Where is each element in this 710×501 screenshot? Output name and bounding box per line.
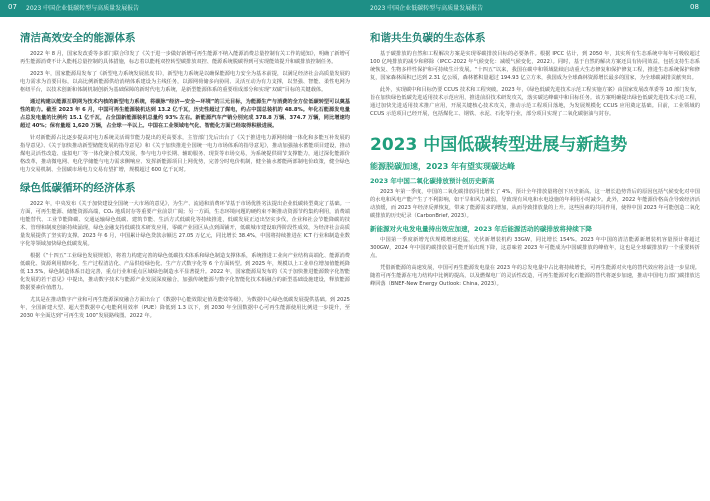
section-title-economic-system: 绿色低碳循环的经济体系: [20, 182, 136, 194]
paragraph: 中国第一季度新增光伏规模增速迅猛，光伏新增装机约 33GW，同比增长 154%。2023 年中国的清洁能源新增装机容量预计将超过 300GW，2024 年中国的碳排放量可能开始出现下降，这意味着 2023 年可能成为中国碳排放的峰值年，这也是全球碳排放的一个重要转折点。: [370, 237, 700, 259]
left-page-number: 07: [8, 3, 17, 11]
paragraph: 2023 年，国家能源局发布了《新型电力系统发展蓝皮书》，新型电力系统是以确保能源电力安全为基本前提，以满足经济社会高质量发展的电力需求为首要目标，以高比例新能源供给消纳体系建设为主线任务，以源网荷储多向协同、灵活互动为有力支撑，以坚强、智能、柔性电网为枢纽平台，以技术创新和体制机制创新为基础保障的新时代电力系统，是新型能源体系的重要组成部分和实现“双碳”目标的关键载体。: [20, 71, 350, 93]
paragraph: 针对新能源占比逐步提高对电力系统灵活调节能力提出的更高要求，主管部门先后出台了《关于推进电力源网荷储一体化和多能互补发展的指导意见》、《关于加快推动新型储能发展的指导意见》和《关于加快推进全国统一电力市场体系的指导意见》，推动加强抽水蓄能项目建设，推动煤电灵活性改造、虚拟电厂等一体化聚合模式发展，参与电力中长期、辅助服务、现货等市场交易，为系统提供调节支撑能力，通过深化能源价格改革，推动微电网、电化学储能与电力需求侧响应、发挥新能源项目上网优势，完善分时电价机制，健全抽水蓄能两部制电价政策，健全绿色电力交易机制、全国碳市场电力交易有望扩增，规模超过 600 亿千瓦时。: [20, 135, 350, 173]
paragraph: 2022 年，中央发布《关于加快建设全国统一大市场的意见》，为生产、流通和消费环节基于市场优胜劣汰提出企业低碳转型奠定了基础。一方面，可再生能源、储能资源高端，CO₂ 地质封存等重要产业前景广阔；另一方面，生态环境问题的硬约束不断推动资源节约集约利用，消费端电能替代、工业节能降碳、交通运输绿色低碳、建筑节能、生活方式低碳化等持续推进，低碳发展正迈出坚实步伐，企业和社会节能降碳的技术、管理和制度创新持续涌现，绿色金融支持低碳技术研发应用，零碳产业园区从点到面铺开，低碳城市建设取得阶段性成效，为经济社会高质量发展提供了坚实的支撑。2023 年 6 月，中国累计绿色贷款余额达 27.05 万亿元，同比增长 38.4%，中国将持续推进在 ICT 行业和制造业数字化等领域加快绿色低碳发展。: [20, 201, 350, 247]
paragraph: 尤其是在推动数字产业和可再生能源深度融合方面出台了《数据中心能效限定值及能效等级》，为数据中心绿色低碳发展提供基础。到 2025 年，全国新建大型、超大型数据中心电能利用效率（PUE）降低到 1.3 以下，到 2030 年全国数据中心可再生能源使用比例进一步提升，至 2030 年全面达到“可再生发 100”发展路线图。2022 年。: [20, 297, 350, 319]
sub-subsection-title: 新能源对火电发电量持出效应加速，2023 年后能源活动的碳排放将持续下降: [370, 225, 592, 233]
header-bar: [0, 0, 710, 17]
paragraph: 2023 年第一季度，中国的二氧化碳排放同比增长了 4%，预计全年排放量将创下历史新高。这一增长趋势背后的原因包括气候变化对中国的水电和风电产能产生了不利影响，如干旱和风力减弱，导致现有风电和水电设施的年利用小时减少。此外，2022 年能源价格高企导致经济活动放缓，而 2023 年经济反弹恢复，带来了能源需求的增加，从而导致排放量的上升。这些因素的共同作用，使得中国 2023 年可能创造二氧化碳排放的历史纪录（CarbonBrief, 2023）。: [370, 189, 700, 219]
right-page-number: 08: [690, 3, 699, 11]
paragraph: 基于碳排放的自然和工程解决方案是实现零碳排放目标的必要条件。根据 IPCC 估计，到 2050 年，其实所有生态系统中每年可吸收超过 100 亿吨排放的减少和移除（IPCC-2022 年气候变化：减缓气候变化，2022）。同时，基于自然的解决方案还具有协同效益，包括支持生态系统恢复、生物多样性保护和可持续生计发展。“十四五”以来，我国在碳中和领域陆续启动重大生态修复和保护修复工程，推进生态系统保护和修复，国家森林面积已达到 2.31 亿公顷，森林蓄积量超过 194.93 亿立方米，我国成为全球森林资源增长最多的国家，为全球碳减排贡献突出。: [370, 51, 700, 81]
paragraph: 此外，实现碳中和目标仍要 CCUS 技术和工程突破。2023 年，《绿色低碳先进技术示范工程实施方案》由国家发展改革委等 10 部门发布，旨在加快绿色低碳先进适用技术示范应用，推进前沿技术研发攻关，落实碳达峰碳中和目标任务。该方案明确提出绿色低碳先进技术示范工程，通过加快先进适用技术推广应用，开展关键核心技术攻关，推动示范工程项目落地，为发展规模化 CCUS 应用奠定基础。目前，工业领域的 CCUS 示范项目已经开展，包括煤化工、钢铁、水泥、石化等行业，部分项目实现了二氧化碳驱油与封存。: [370, 87, 700, 117]
right-running-title: 2023 中国企业低碳转型与高质量发展报告: [370, 5, 484, 12]
sub-subsection-title: 2023 年中国二氧化碳排放预计创历史新高: [370, 177, 495, 185]
paragraph: 凭借新能源的高速发展，中国可再生能源发电量在 2023 年的总发电量中占比将持续增长，可再生能源对火电的替代效应将会进一步显现。随着可再生能源在电力结构中比例的提高，以及燃煤电厂的灵活性改造，可再生能源对化石能源的替代将逐步加速，推动中国电力部门碳排放达峰回落（BNEF-New Energy Outlook: China, 2023）。: [370, 265, 700, 287]
section-title-energy-system: 清洁高效安全的能源体系: [20, 32, 136, 44]
paragraph: 根据《“十四五”工业绿色发展规划》，将着力构建完善的绿色低碳技术体系和绿色制造支撑体系，系统推进工业向产业结构高端化、能源消费低碳化、资源利用循环化、生产过程清洁化、产品供给绿色化、生产方式数字化等 6 个方面转型。到 2025 年，规模以上工业单位增加值能耗降低 13.5%，绿色制造体系日趋完善，重点行业和重点区域绿色制造水平显著提升。2022 年，国家能源局发布的《关于加快推进能源数字化智能化发展的若干意见》中提出，推动数字技术与能源产业发展深度融合，加强传统能源与数字化智能化技术相融合的新型基础设施建设，释放能源数据要素价值潜力。: [20, 253, 350, 291]
subsection-title: 能源脱碳加速，2023 年有望实现碳达峰: [370, 162, 516, 171]
chapter-title: 2023 中国低碳转型进展与新趋势: [370, 135, 628, 155]
section-title-ecosystem: 和谐共生负碳的生态体系: [370, 32, 486, 44]
left-column: [20, 30, 350, 324]
paragraph: 2022 年 8 月，国家发改委等多部门联合印发了《关于进一步做好新增可再生能源不纳入能源消费总量控制有关工作的通知》，明确了新增可再生能源消费不计入能耗总量控制的具体措施，标志着以能耗双控转型碳排放双控、能源系统脱碳得到可实现能效提升和碳排放控制任务。: [20, 51, 350, 65]
paragraph-emphasis: 通过构建以能源互联网为技术内核的新型电力系统，将碳脉“经济—安全—环境”的三元目标，为能源生产与消费的全方位低碳转型可以奠基性的助力。截至 2023 年 6 月，中国可再生能源装机达到 13.2 亿千瓦，历史性超过了煤电，约占中国总装机的 48.8%。年化石能源发电量占总发电量的比例约 15.1 亿千瓦，占全国新能源装机总量约 93% 左右。新能源汽车产销分别完成 378.8 万辆、374.7 万辆，同比增速均超过 40%；保有量超 1,620 万辆，占全球一半以上。中国在工业领域电气化、智能化方面已经取得积极进展。: [20, 99, 350, 129]
right-column: [370, 30, 700, 292]
left-running-title: 2023 中国企业低碳转型与高质量发展报告: [26, 5, 140, 12]
